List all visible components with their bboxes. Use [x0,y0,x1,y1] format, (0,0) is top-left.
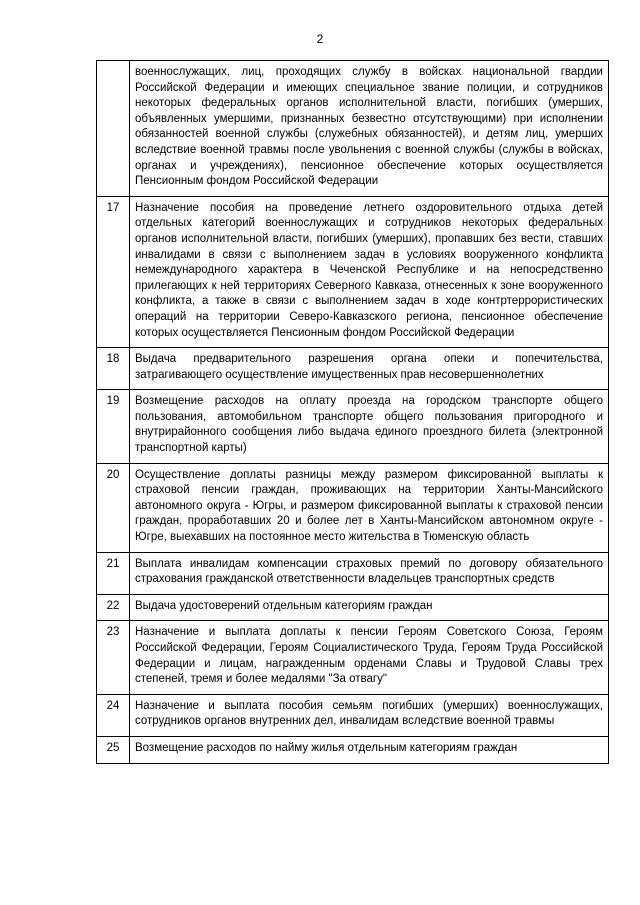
row-number: 20 [97,463,130,552]
row-number: 17 [97,196,130,347]
row-description: Назначение и выплата пособия семьям погибших (умерших) военнослужащих, сотрудников органов внутренних дел, инвалидам вследствие военной травмы [130,694,609,736]
table-row [97,694,609,736]
table-row [97,594,609,621]
table-row [97,621,609,694]
row-description: Осуществление доплаты разницы между размером фиксированной выплаты к страховой пенсии граждан, проживающих на территории Ханты-Мансийского автономного округа - Югры, и размером фиксированной выплаты к страховой пенсии граждан, проработавших 20 и более лет в Ханты-Мансийском автономном округе - Югре, выехавших на постоянное место жительства в Тюменскую область [130,463,609,552]
table-row [97,196,609,347]
row-description: Возмещение расходов на оплату проезда на городском транспорте общего пользования, автомобильном транспорте общего пользования пригородного и внутрирайонного сообщения либо выдача единого проездного билета (электронной транспортной карты) [130,390,609,463]
table-row [97,736,609,763]
table-row [97,348,609,390]
row-description: Выдача предварительного разрешения органа опеки и попечительства, затрагивающего осуществление имущественных прав несовершеннолетних [130,348,609,390]
row-number [97,61,130,197]
table-row [97,552,609,594]
page-number: 2 [316,32,324,46]
row-number: 21 [97,552,130,594]
services-table [96,60,609,764]
row-number: 25 [97,736,130,763]
row-number: 24 [97,694,130,736]
row-description: военнослужащих, лиц, проходящих службу в войсках национальной гвардии Российской Федерации и имеющих специальное звание полиции, и сотрудников некоторых федеральных органов исполнительной власти, погибших (умерших, объявленных умершими, признанных безвестно отсутствующими) при исполнении обязанностей военной службы (служебных обязанностей), и детям лиц, умерших вследствие военной травмы после увольнения с военной службы (службы в войсках, органах и учреждениях), пенсионное обеспечение которых осуществляется Пенсионным фондом Российской Федерации [130,61,609,197]
table-row [97,61,609,197]
row-number: 23 [97,621,130,694]
row-number: 22 [97,594,130,621]
row-description: Возмещение расходов по найму жилья отдельным категориям граждан [130,736,609,763]
row-number: 19 [97,390,130,463]
row-number: 18 [97,348,130,390]
row-description: Назначение и выплата доплаты к пенсии Героям Советского Союза, Героям Российской Федерации, Героям Социалистического Труда, Героям Труда Российской Федерации и лицам, награжденным орденами Славы и Трудовой Славы трех степеней, тремя и более медалями "За отвагу" [130,621,609,694]
row-description: Выдача удостоверений отдельным категориям граждан [130,594,609,621]
row-description: Назначение пособия на проведение летнего оздоровительного отдыха детей отдельных категорий военнослужащих и сотрудников некоторых федеральных органов исполнительной власти, погибших (умерших), пропавших без вести, ставших инвалидами в связи с выполнением задач в условиях вооруженного конфликта немеждународного характера в Чеченской Республике и на непосредственно прилегающих к ней территориях Северного Кавказа, отнесенных к зоне вооруженного конфликта, а также в связи с выполнением задач в ходе контртеррористических операций на территории Северо-Кавказского региона, пенсионное обеспечение которых осуществляется Пенсионным фондом Российской Федерации [130,196,609,347]
table-row [97,390,609,463]
table-row [97,463,609,552]
row-description: Выплата инвалидам компенсации страховых премий по договору обязательного страхования гражданской ответственности владельцев транспортных средств [130,552,609,594]
